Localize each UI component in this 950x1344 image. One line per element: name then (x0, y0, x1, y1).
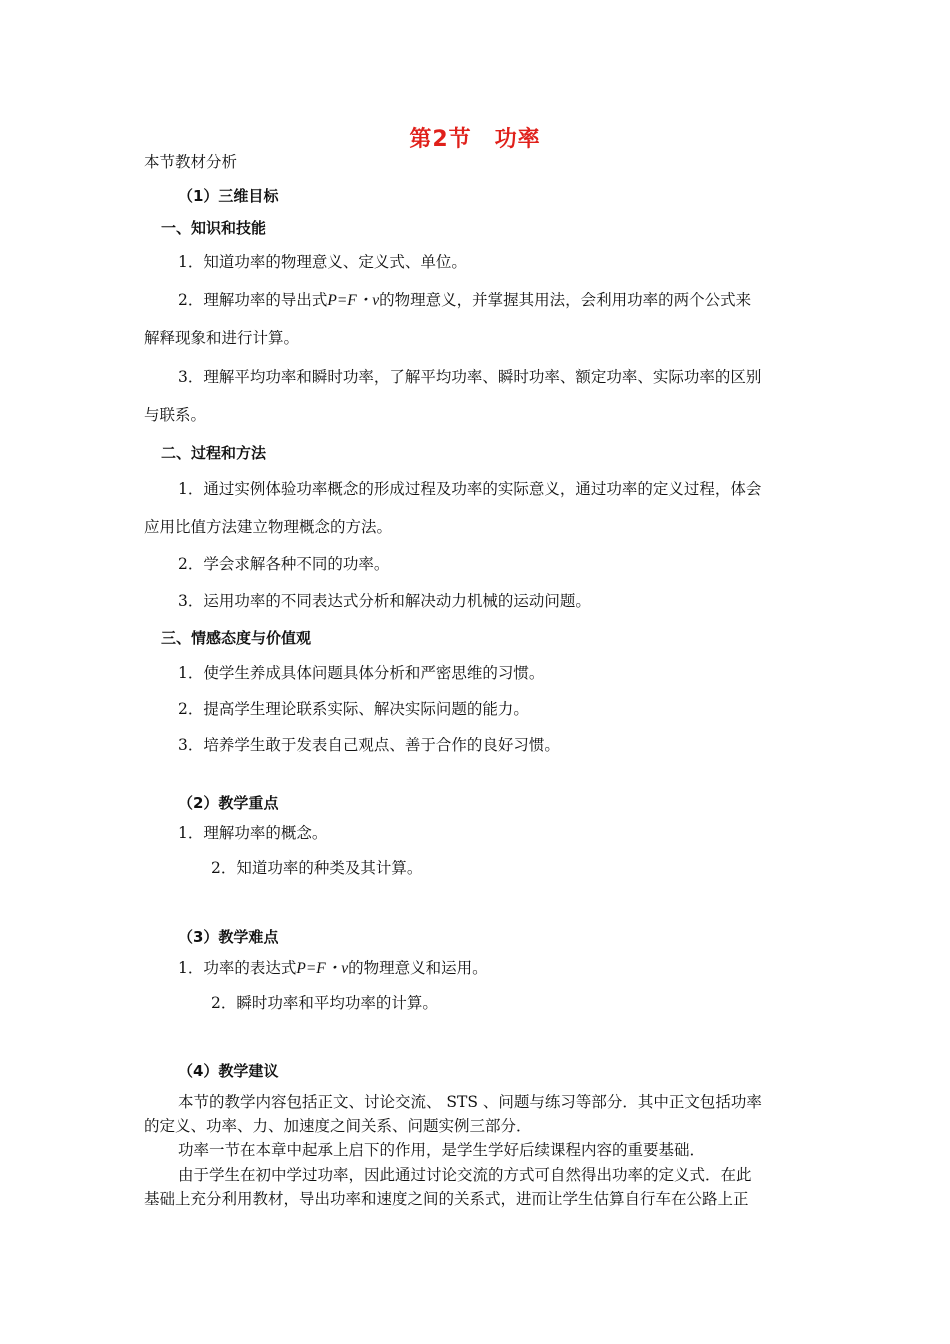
objectives-heading: （1）三维目标 (178, 187, 279, 205)
knowledge-item-1: 1．知道功率的物理意义、定义式、单位。 (178, 253, 467, 271)
suggestion-paragraph-3: 由于学生在初中学过功率，因此通过讨论交流的方式可自然得出功率的定义式．在此 (178, 1166, 752, 1184)
difficulty-1: 1．功率的表达式P=F・v的物理意义和运用。 (178, 959, 488, 977)
difficulties-heading: （3）教学难点 (178, 928, 279, 946)
page-title: 第2节 功率 (409, 127, 541, 152)
process-item-1: 1．通过实例体验功率概念的形成过程及功率的实际意义，通过功率的定义过程，体会 (178, 480, 762, 498)
key-point-2: 2．知道功率的种类及其计算。 (211, 859, 423, 877)
process-item-3: 3．运用功率的不同表达式分析和解决动力机械的运动问题。 (178, 592, 591, 610)
knowledge-heading: 一、知识和技能 (161, 219, 267, 237)
knowledge-item-3-cont: 与联系。 (144, 406, 207, 424)
suggestion-paragraph-1: 本节的教学内容包括正文、讨论交流、 STS 、问题与练习等部分．其中正文包括功率 (178, 1093, 762, 1111)
emotion-item-2: 2．提高学生理论联系实际、解决实际问题的能力。 (178, 700, 529, 718)
suggestions-heading: （4）教学建议 (178, 1062, 279, 1080)
formula: P=F・v (296, 960, 349, 977)
knowledge-item-2: 2．理解功率的导出式P=F・v的物理意义，并掌握其用法，会利用功率的两个公式来 (178, 291, 752, 309)
key-point-1: 1．理解功率的概念。 (178, 824, 328, 842)
suggestion-paragraph-2: 功率一节在本章中起承上启下的作用，是学生学好后续课程内容的重要基础． (178, 1141, 706, 1159)
process-item-1-cont: 应用比值方法建立物理概念的方法。 (144, 518, 393, 536)
emotion-heading: 三、情感态度与价值观 (161, 629, 312, 647)
knowledge-item-3: 3．理解平均功率和瞬时功率，了解平均功率、瞬时功率、额定功率、实际功率的区别 (178, 368, 762, 386)
suggestion-paragraph-1-cont: 的定义、功率、力、加速度之间关系、问题实例三部分． (144, 1117, 532, 1135)
process-heading: 二、过程和方法 (161, 444, 267, 462)
process-item-2: 2．学会求解各种不同的功率。 (178, 555, 390, 573)
suggestion-paragraph-3-cont: 基础上充分利用教材，导出功率和速度之间的关系式，进而让学生估算自行车在公路上正 (144, 1190, 749, 1208)
section-label: 本节教材分析 (144, 153, 238, 171)
emotion-item-1: 1．使学生养成具体问题具体分析和严密思维的习惯。 (178, 664, 545, 682)
emotion-item-3: 3．培养学生敢于发表自己观点、善于合作的良好习惯。 (178, 736, 560, 754)
knowledge-item-2-cont: 解释现象和进行计算。 (144, 329, 300, 347)
difficulty-2: 2．瞬时功率和平均功率的计算。 (211, 994, 438, 1012)
formula: P=F・v (327, 292, 380, 309)
key-points-heading: （2）教学重点 (178, 794, 279, 812)
